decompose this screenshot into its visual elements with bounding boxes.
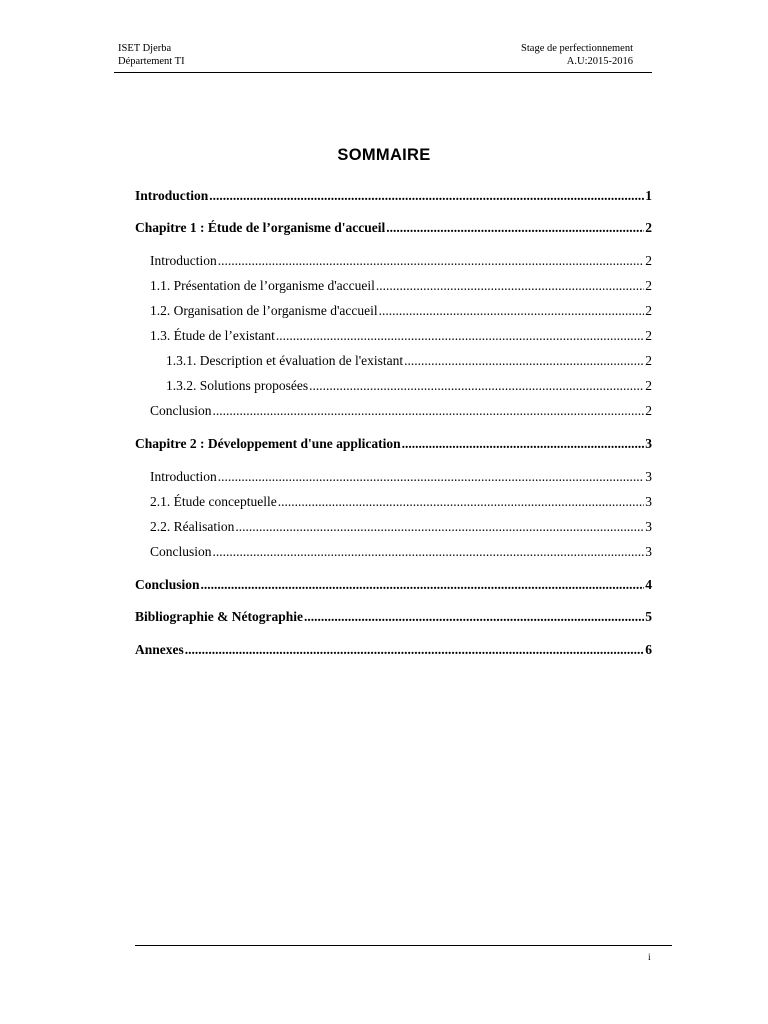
toc-dot-leader [209,188,644,204]
toc-entry-page: 2 [645,403,652,418]
toc-dot-leader [235,519,644,535]
header-academic-year: A.U:2015-2016 [566,56,633,67]
toc-dot-leader [218,469,645,485]
toc-dot-leader [309,378,644,394]
toc-entry-page: 2 [645,353,652,368]
page-header-right [490,42,633,68]
toc-entry-page: 2 [645,328,652,343]
toc-dot-leader [201,577,645,593]
toc-entry-page: 4 [645,577,652,592]
toc-entry[interactable] [150,303,652,319]
toc-entry-page: 1 [645,188,652,203]
toc-entry-label: 2.2. Réalisation [150,519,235,534]
toc-entry-page: 3 [645,469,652,484]
header-institution: ISET Djerba [118,43,172,54]
toc-entry[interactable] [150,253,652,269]
toc-entry[interactable] [150,469,652,485]
toc-dot-leader [379,303,645,319]
toc-entry-label: Bibliographie & Nétographie [135,609,303,624]
toc-entry-page: 2 [645,253,652,268]
page-title: SOMMAIRE [337,146,431,164]
toc-dot-leader [402,436,645,452]
toc-dot-leader [218,253,645,269]
toc-entry-page: 2 [645,278,652,293]
toc-entry-label: Conclusion [135,577,200,592]
footer-page-number: i [648,953,651,963]
toc-dot-leader [404,353,644,369]
toc-entry-label: Chapitre 1 : Étude de l’organisme d'accueil [135,220,386,235]
toc-dot-leader [213,544,645,560]
toc-entry-label: 2.1. Étude conceptuelle [150,494,277,509]
toc-entry[interactable] [135,188,652,204]
toc-entry-page: 3 [645,494,652,509]
toc-entry[interactable] [166,378,652,394]
toc-entry[interactable] [150,519,652,535]
toc-entry-label: 1.1. Présentation de l’organisme d'accueil [150,278,375,293]
toc-entry[interactable] [135,642,652,658]
toc-entry-page: 6 [645,642,652,657]
toc-entry-label: Introduction [150,253,217,268]
toc-entry-label: Introduction [150,469,217,484]
toc-entry-page: 2 [645,378,652,393]
toc-dot-leader [276,328,644,344]
toc-dot-leader [213,403,645,419]
toc-entry[interactable] [150,403,652,419]
toc-entry-page: 3 [645,544,652,559]
toc-entry[interactable] [150,328,652,344]
toc-entry[interactable] [150,494,652,510]
toc-entry-page: 3 [645,436,652,451]
toc-entry-page: 5 [645,609,652,624]
toc-entry[interactable] [150,544,652,560]
toc-entry-page: 3 [645,519,652,534]
toc-entry-page: 2 [645,220,652,235]
toc-entry-label: Conclusion [150,544,212,559]
toc-entry[interactable] [135,220,652,236]
toc-entry-label: Introduction [135,188,209,203]
toc-entry[interactable] [135,436,652,452]
header-divider [114,72,652,73]
toc-entry-label: Chapitre 2 : Développement d'une application [135,436,401,451]
toc-entry[interactable] [135,609,652,625]
toc-entry-label: Conclusion [150,403,212,418]
toc-entry-label: 1.3. Étude de l’existant [150,328,275,343]
toc-dot-leader [386,220,644,236]
header-department: Département TI [118,56,185,67]
toc-entry[interactable] [166,353,652,369]
toc-entry-label: Annexes [135,642,184,657]
toc-entry-label: 1.2. Organisation de l’organisme d'accueil [150,303,378,318]
toc-dot-leader [376,278,644,294]
toc-entry-page: 2 [645,303,652,318]
footer-divider [135,945,672,946]
header-internship-type: Stage de perfectionnement [521,43,633,54]
toc-entry[interactable] [135,577,652,593]
page-header-left [118,42,185,68]
toc-dot-leader [278,494,645,510]
toc-entry[interactable] [150,278,652,294]
toc-entry-label: 1.3.1. Description et évaluation de l'existant [166,353,404,368]
toc-dot-leader [304,609,644,625]
toc-entry-label: 1.3.2. Solutions proposées [166,378,309,393]
toc-dot-leader [185,642,644,658]
